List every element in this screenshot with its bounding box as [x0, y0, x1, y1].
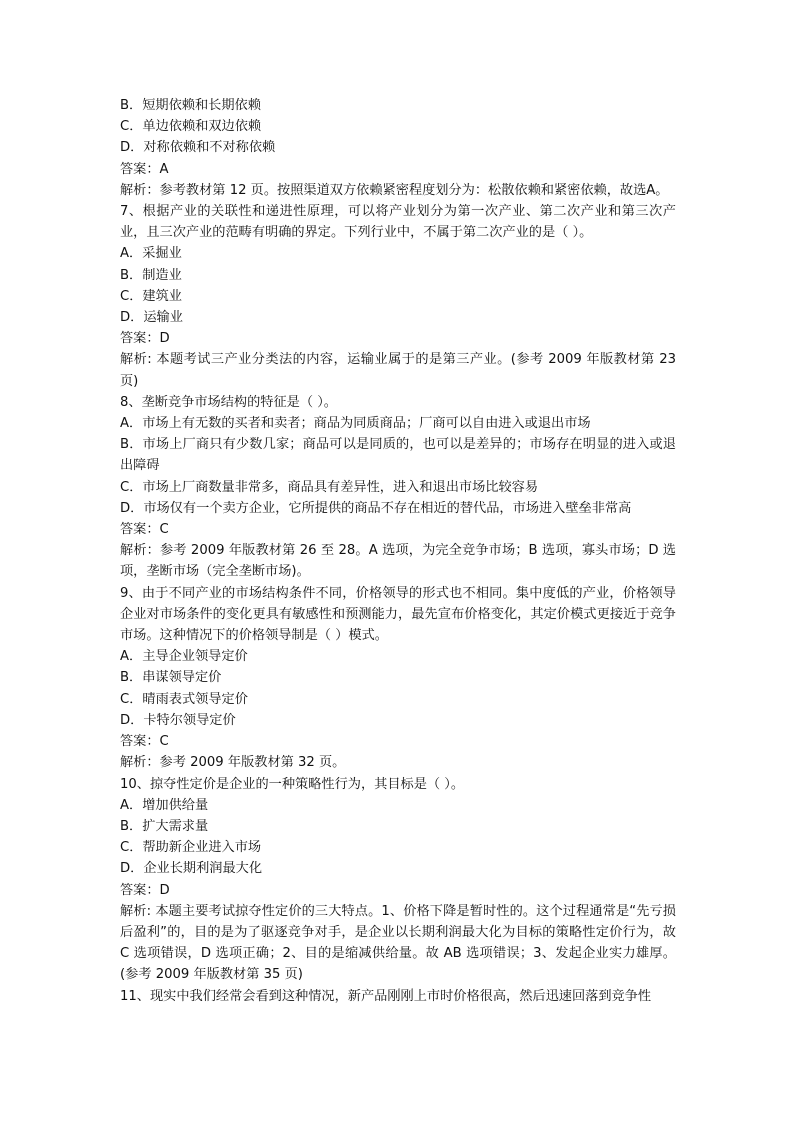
q6-option-c: C．单边依赖和双边依赖: [120, 119, 262, 135]
q8-option-b: B．市场上厂商只有少数几家；商品可以是同质的，也可以是差异的；市场存在明显的进入或退出障碍: [120, 437, 676, 474]
q9-option-b: B．串谋领导定价: [120, 670, 222, 686]
q8-question: 8、垄断竞争市场结构的特征是（ ）。: [120, 394, 337, 410]
q6-option-d: D．对称依赖和不对称依赖: [120, 140, 276, 156]
q10-option-c: C．帮助新企业进入市场: [120, 840, 262, 856]
q9-option-c: C．晴雨表式领导定价: [120, 691, 248, 707]
q7-question: 7、根据产业的关联性和递进性原理，可以将产业划分为第一次产业、第二次产业和第三次产业，且三次产业的范畴有明确的界定。下列行业中，不属于第二次产业的是（ ）。: [120, 204, 676, 241]
q8-option-c: C．市场上厂商数量非常多，商品具有差异性，进入和退出市场比较容易: [120, 479, 539, 495]
q8-option-d: D．市场仅有一个卖方企业，它所提供的商品不存在相近的替代品，市场进入壁垒非常高: [120, 500, 632, 516]
q7-answer: 答案：D: [120, 331, 170, 347]
document-page: [120, 95, 676, 1007]
q11-question: 11、现实中我们经常会看到这种情况，新产品刚刚上市时价格很高，然后迅速回落到竞争性: [120, 988, 652, 1004]
q7-analysis: 解析: 本题考试三产业分类法的内容，运输业属于的是第三产业。(参考 2009 年版教材第 23页): [120, 352, 676, 389]
q8-answer: 答案：C: [120, 522, 169, 538]
q7-option-b: B．制造业: [120, 267, 182, 283]
q8-analysis: 解析：参考 2009 年版教材第 26 至 28。A 选项，为完全竞争市场；B 选项，寡头市场；D 选项，垄断市场（完全垄断市场)。: [120, 543, 676, 580]
q7-option-a: A．采掘业: [120, 246, 182, 262]
q9-question: 9、由于不同产业的市场结构条件不同，价格领导的形式也不相同。集中度低的产业，价格领导企业对市场条件的变化更具有敏感性和预测能力，最先宣布价格变化，其定价模式更接近于竞争市场。这种情况下的价格领导制是（ ）模式。: [120, 585, 676, 644]
q9-option-d: D．卡特尔领导定价: [120, 712, 236, 728]
q9-option-a: A．主导企业领导定价: [120, 649, 248, 665]
q8-option-a: A．市场上有无数的买者和卖者；商品为同质商品；厂商可以自由进入或退出市场: [120, 416, 591, 432]
q6-analysis: 解析：参考教材第 12 页。按照渠道双方依赖紧密程度划分为：松散依赖和紧密依赖，故选A。: [120, 182, 669, 198]
q10-question: 10、掠夺性定价是企业的一种策略性行为，其目标是（ ）。: [120, 776, 465, 792]
q9-answer: 答案：C: [120, 734, 169, 750]
q10-option-b: B．扩大需求量: [120, 818, 209, 834]
q9-analysis: 解析：参考 2009 年版教材第 32 页。: [120, 755, 346, 771]
q7-option-c: C．建筑业: [120, 288, 182, 304]
q10-answer: 答案：D: [120, 882, 170, 898]
q7-option-d: D．运输业: [120, 310, 183, 326]
q6-option-b: B．短期依赖和长期依赖: [120, 98, 261, 113]
q10-option-a: A．增加供给量: [120, 797, 209, 813]
q10-option-d: D．企业长期利润最大化: [120, 861, 263, 877]
q10-analysis: 解析: 本题主要考试掠夺性定价的三大特点。1、价格下降是暂时性的。这个过程通常是“先亏损后盈利”的，目的是为了驱逐竞争对手，是企业以长期利润最大化为目标的策略性定价行为，故 C 选项错误，D 选项正确；2、目的是缩减供给量。故 AB 选项错误；3、发起企业实力雄厚。(参考 2009 年版教材第 35 页): [120, 903, 676, 983]
q6-answer: 答案：A: [120, 161, 169, 177]
